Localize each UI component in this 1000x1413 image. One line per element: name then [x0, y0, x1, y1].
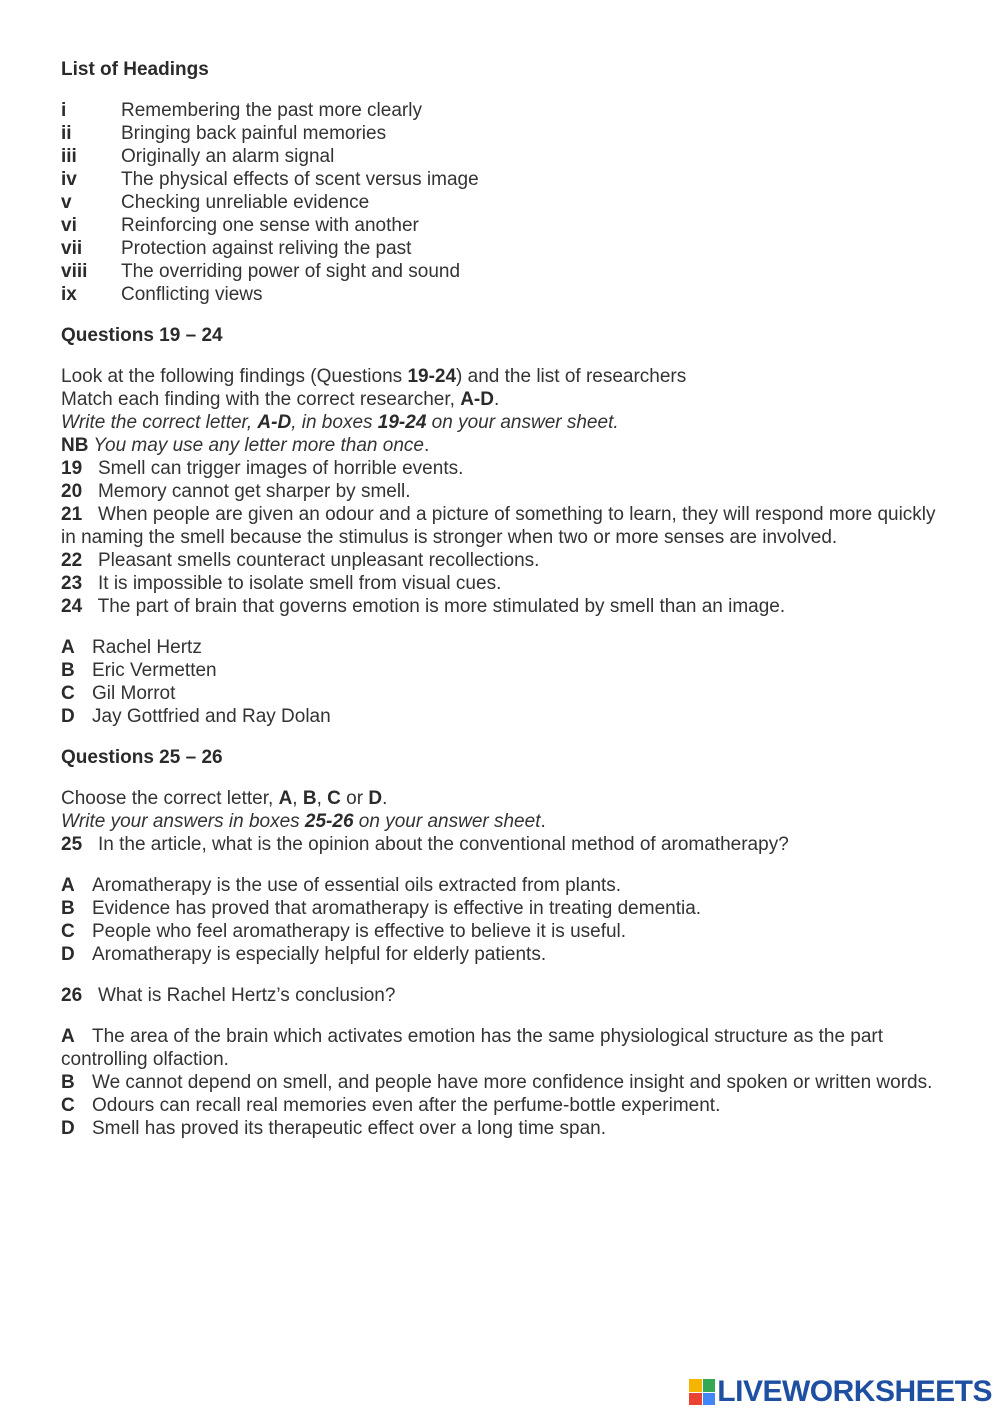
instruction-nb: NB You may use any letter more than once.	[61, 435, 430, 456]
option-item: B We cannot depend on smell, and people have more confidence insight and spoken or written words.	[61, 1072, 933, 1093]
option-item: C Odours can recall real memories even after the perfume-bottle experiment.	[61, 1095, 721, 1116]
option-item: D Aromatherapy is especially helpful for elderly patients.	[61, 944, 547, 965]
researcher-item: B Eric Vermetten	[61, 660, 217, 681]
researcher-item: D Jay Gottfried and Ray Dolan	[61, 706, 331, 727]
option-item: B Evidence has proved that aromatherapy is effective in treating dementia.	[61, 898, 702, 919]
heading-item: ix Conflicting views	[61, 284, 263, 305]
q26-options	[61, 1025, 941, 1140]
researchers-list	[61, 636, 941, 728]
option-item: A Aromatherapy is the use of essential oils extracted from plants.	[61, 875, 622, 896]
question-20: 20 Memory cannot get sharper by smell.	[61, 481, 411, 502]
heading-item: ii Bringing back painful memories	[61, 123, 387, 144]
liveworksheets-logo	[689, 1377, 992, 1407]
heading-item: vi Reinforcing one sense with another	[61, 215, 419, 236]
section-title-19-24: Questions 19 – 24	[61, 325, 223, 346]
question-25: 25 In the article, what is the opinion about the conventional method of aromatherapy?	[61, 834, 789, 855]
instruction-write-answers: Write your answers in boxes 25-26 on your answer sheet.	[61, 811, 546, 832]
heading-item: viii The overriding power of sight and sound	[61, 261, 461, 282]
researcher-item: A Rachel Hertz	[61, 637, 202, 658]
heading-item: i Remembering the past more clearly	[61, 100, 422, 121]
option-item: C People who feel aromatherapy is effective to believe it is useful.	[61, 921, 627, 942]
option-item: D Smell has proved its therapeutic effect over a long time span.	[61, 1118, 606, 1139]
heading-item: vii Protection against reliving the past	[61, 238, 412, 259]
headings-list	[61, 99, 941, 306]
instruction-match: Match each finding with the correct researcher, A-D.	[61, 389, 500, 410]
heading-item: v Checking unreliable evidence	[61, 192, 370, 213]
question-26: 26 What is Rachel Hertz’s conclusion?	[61, 985, 396, 1006]
liveworksheets-logo-icon	[689, 1379, 715, 1405]
section-title-25-26: Questions 25 – 26	[61, 747, 223, 768]
worksheet-page	[61, 58, 941, 1140]
question-22: 22 Pleasant smells counteract unpleasant recollections.	[61, 550, 540, 571]
instruction-write: Write the correct letter, A-D, in boxes 19-24 on your answer sheet.	[61, 412, 619, 433]
instruction-choose: Choose the correct letter, A, B, C or D.	[61, 788, 388, 809]
logo-text: LIVEWORKSHEETS	[717, 1375, 992, 1408]
instruction-look: Look at the following findings (Questions 19-24) and the list of researchers	[61, 366, 687, 387]
headings-title: List of Headings	[61, 59, 209, 80]
heading-item: iv The physical effects of scent versus image	[61, 169, 479, 190]
researcher-item: C Gil Morrot	[61, 683, 176, 704]
question-19: 19 Smell can trigger images of horrible events.	[61, 458, 464, 479]
option-item: A The area of the brain which activates emotion has the same physiological structure as the part controlling olfaction.	[61, 1026, 884, 1070]
heading-item: iii Originally an alarm signal	[61, 146, 335, 167]
question-24: 24 The part of brain that governs emotion is more stimulated by smell than an image.	[61, 596, 786, 617]
q25-options	[61, 874, 941, 966]
question-23: 23 It is impossible to isolate smell from visual cues.	[61, 573, 502, 594]
question-21: 21 When people are given an odour and a picture of something to learn, they will respond more quickly in naming the smell because the stimulus is stronger when two or more senses are involved.	[61, 504, 936, 548]
